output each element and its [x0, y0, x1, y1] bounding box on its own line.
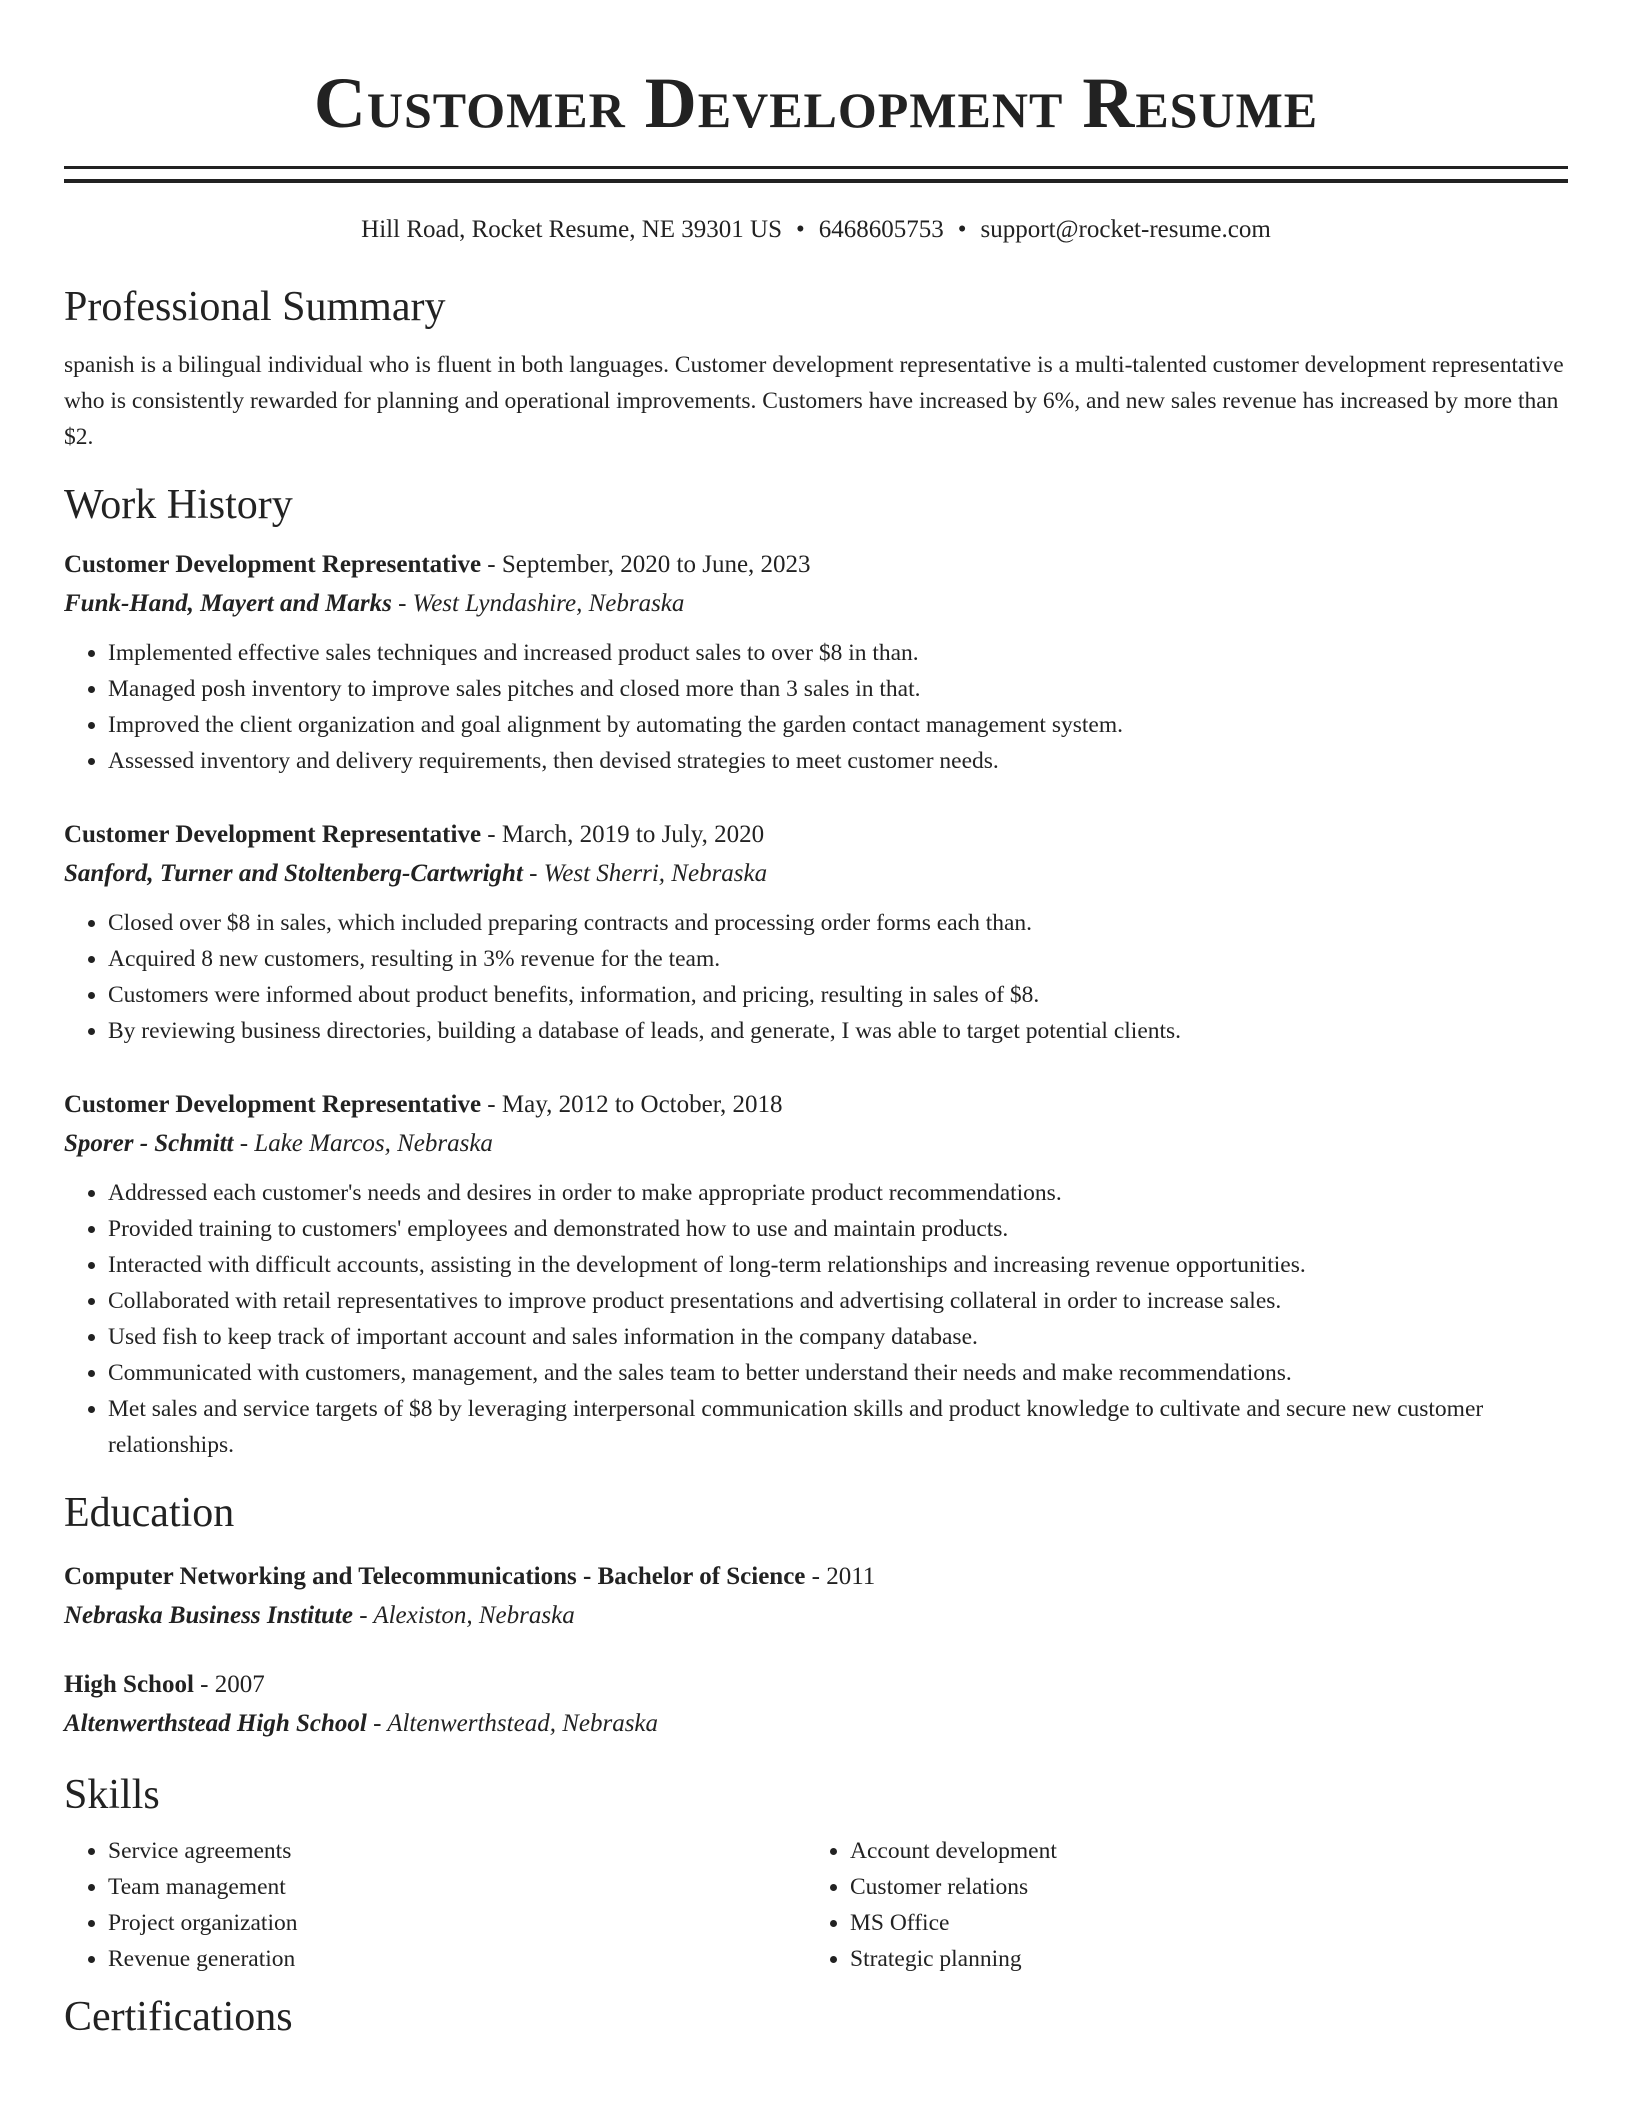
- education-degree-line: [64, 1557, 1568, 1596]
- job-location: - Lake Marcos, Nebraska: [233, 1130, 493, 1157]
- education-degree: High School: [64, 1671, 194, 1698]
- job-company-line: [64, 854, 1568, 893]
- education-school-line: [64, 1704, 1568, 1743]
- education-school: Nebraska Business Institute: [64, 1602, 353, 1629]
- work-history-heading: Work History: [64, 482, 293, 528]
- job-company: Sanford, Turner and Stoltenberg-Cartwright: [64, 860, 523, 887]
- job-bullets: [64, 1175, 1568, 1463]
- job-bullet: • Implemented effective sales techniques and increased product sales to over $8 in than.: [108, 635, 1568, 671]
- job-bullet: • Communicated with customers, management, and the sales team to better understand their needs and make recommendations.: [108, 1355, 1568, 1391]
- skill-item: • Customer relations: [850, 1869, 1548, 1905]
- job-bullets: [64, 905, 1568, 1049]
- skill-item: • Strategic planning: [850, 1941, 1548, 1977]
- skills-heading: Skills: [64, 1772, 160, 1818]
- job-bullet: • Closed over $8 in sales, which included preparing contracts and processing order forms each than.: [108, 905, 1568, 941]
- job-bullets: [64, 635, 1568, 779]
- education-entry: [64, 1557, 1568, 1635]
- summary-heading: Professional Summary: [64, 284, 446, 330]
- job-company: Funk-Hand, Mayert and Marks: [64, 590, 392, 617]
- education-year: - 2007: [193, 1671, 265, 1698]
- job-location: - West Sherri, Nebraska: [522, 860, 768, 887]
- job-bullet: • Addressed each customer's needs and desires in order to make appropriate product recommendations.: [108, 1175, 1568, 1211]
- job-title-line: [64, 1085, 1568, 1124]
- job-bullet: • Interacted with difficult accounts, assisting in the development of long-term relationships and increasing revenue opportunities.: [108, 1247, 1568, 1283]
- skill-item: • Service agreements: [108, 1833, 806, 1869]
- job-company-line: [64, 1124, 1568, 1163]
- resume-title: Customer Development Resume: [313, 63, 1319, 143]
- skill-item: • Team management: [108, 1869, 806, 1905]
- title-double-rule: [64, 166, 1568, 183]
- skill-item: • Account development: [850, 1833, 1548, 1869]
- job-dates: - September, 2020 to June, 2023: [481, 551, 811, 578]
- job-location: - West Lyndashire, Nebraska: [391, 590, 685, 617]
- education-location: - Alexiston, Nebraska: [352, 1602, 575, 1629]
- skill-item: • Revenue generation: [108, 1941, 806, 1977]
- education-location: - Altenwerthstead, Nebraska: [366, 1710, 659, 1737]
- education-degree-line: [64, 1665, 1568, 1704]
- education-entry: [64, 1665, 1568, 1743]
- job-entry: [64, 545, 1568, 779]
- job-bullet: • Used fish to keep track of important account and sales information in the company database.: [108, 1319, 1568, 1355]
- education-school: Altenwerthstead High School: [64, 1710, 367, 1737]
- education-heading: Education: [64, 1490, 235, 1536]
- job-title-line: [64, 815, 1568, 854]
- education-degree: Computer Networking and Telecommunications - Bachelor of Science: [64, 1563, 806, 1590]
- contact-phone: 6468605753: [818, 216, 944, 243]
- job-bullet: • Acquired 8 new customers, resulting in 3% revenue for the team.: [108, 941, 1568, 977]
- skills-column-right: [806, 1833, 1548, 1977]
- job-bullet: • Met sales and service targets of $8 by leveraging interpersonal communication skills and product knowledge to cultivate and secure new customer relationships.: [108, 1391, 1568, 1463]
- job-bullet: • Managed posh inventory to improve sales pitches and closed more than 3 sales in that.: [108, 671, 1568, 707]
- job-entry: [64, 815, 1568, 1049]
- job-bullet: • Improved the client organization and goal alignment by automating the garden contact management system.: [108, 707, 1568, 743]
- job-company-line: [64, 584, 1568, 623]
- job-role: Customer Development Representative: [64, 551, 482, 578]
- job-role: Customer Development Representative: [64, 1091, 482, 1118]
- job-bullet: • Assessed inventory and delivery requirements, then devised strategies to meet customer needs.: [108, 743, 1568, 779]
- job-company: Sporer - Schmitt: [64, 1130, 234, 1157]
- job-bullet: • Customers were informed about product benefits, information, and pricing, resulting in sales of $8.: [108, 977, 1568, 1013]
- skills-grid: [64, 1833, 1568, 1977]
- skill-item: • MS Office: [850, 1905, 1548, 1941]
- resume-page: [64, 0, 1568, 2043]
- education-school-line: [64, 1596, 1568, 1635]
- job-bullet: • Collaborated with retail representatives to improve product presentations and advertising collateral in order to increase sales.: [108, 1283, 1568, 1319]
- contact-address: Hill Road, Rocket Resume, NE 39301 US: [361, 216, 782, 243]
- contact-line: [64, 213, 1568, 247]
- job-bullet: • Provided training to customers' employees and demonstrated how to use and maintain products.: [108, 1211, 1568, 1247]
- skill-item: • Project organization: [108, 1905, 806, 1941]
- job-role: Customer Development Representative: [64, 821, 482, 848]
- contact-separator: •: [957, 216, 967, 243]
- education-year: - 2011: [805, 1563, 876, 1590]
- job-title-line: [64, 545, 1568, 584]
- contact-email: support@rocket-resume.com: [980, 216, 1271, 243]
- job-bullet: • By reviewing business directories, building a database of leads, and generate, I was able to target potential clients.: [108, 1013, 1568, 1049]
- summary-text: spanish is a bilingual individual who is fluent in both languages. Customer development representative is a multi-talented customer development representative who is consistently rewarded for planning and operational improvements. Customers have increased by 6%, and new sales revenue has increased by more than $2.: [64, 352, 1564, 450]
- skills-column-left: [64, 1833, 806, 1977]
- job-dates: - May, 2012 to October, 2018: [481, 1091, 783, 1118]
- certifications-heading: Certifications: [64, 1994, 293, 2040]
- job-dates: - March, 2019 to July, 2020: [481, 821, 765, 848]
- job-entry: [64, 1085, 1568, 1463]
- contact-separator: •: [795, 216, 805, 243]
